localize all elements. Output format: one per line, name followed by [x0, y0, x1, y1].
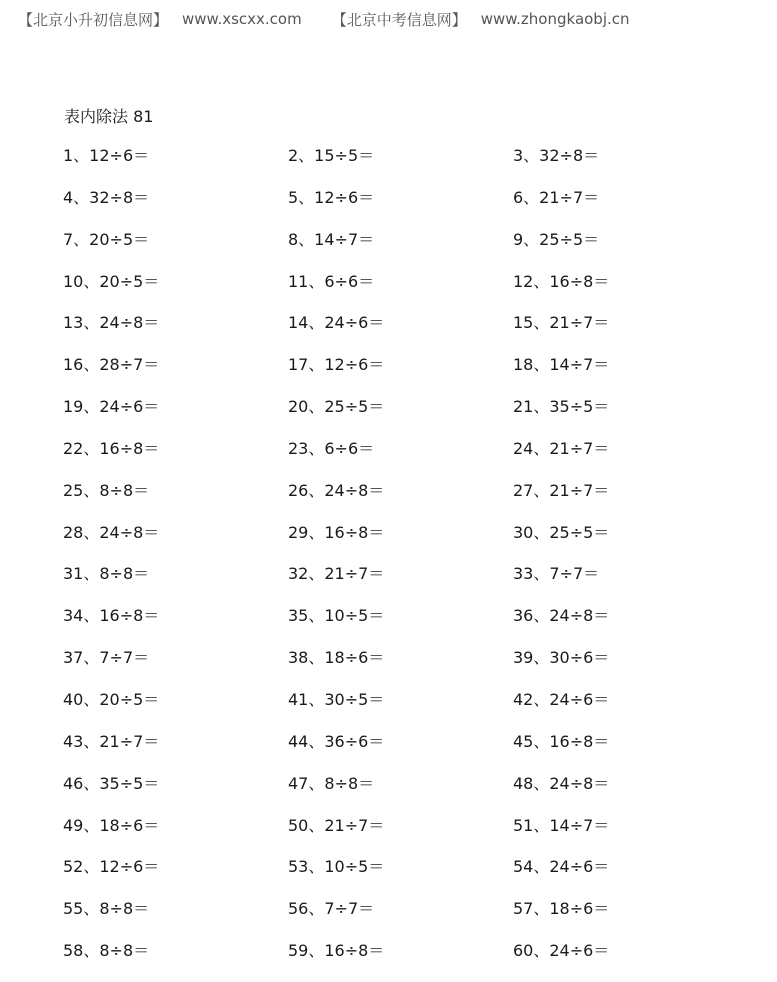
problem-grid: [63, 145, 763, 982]
problem-item: 5、12÷6＝: [288, 187, 375, 207]
problem-item: 11、6÷6＝: [288, 271, 375, 291]
problem-item: 40、20÷5＝: [63, 689, 160, 709]
problem-item: 26、24÷8＝: [288, 480, 385, 500]
problem-item: 59、16÷8＝: [288, 941, 385, 961]
problem-item: 1、12÷6＝: [63, 146, 150, 165]
site1-name: 【北京小升初信息网】: [18, 10, 169, 29]
site2-url[interactable]: www.zhongkaobj.cn: [480, 10, 630, 28]
problem-item: 22、16÷8＝: [63, 438, 160, 458]
worksheet-title: 表内除法 81: [64, 107, 154, 126]
problem-item: 29、16÷8＝: [288, 522, 385, 542]
problem-item: 17、12÷6＝: [288, 355, 385, 375]
problem-item: 9、25÷5＝: [513, 229, 600, 249]
problem-item: 58、8÷8＝: [63, 941, 150, 961]
problem-item: 56、7÷7＝: [288, 899, 375, 919]
problem-item: 35、10÷5＝: [288, 606, 385, 626]
site2-name: 【北京中考信息网】: [331, 10, 467, 29]
problem-item: 16、28÷7＝: [63, 355, 160, 375]
problem-item: 8、14÷7＝: [288, 229, 375, 249]
problem-item: 6、21÷7＝: [513, 187, 600, 207]
problem-item: 21、35÷5＝: [513, 397, 610, 417]
problem-item: 51、14÷7＝: [513, 815, 610, 835]
problem-item: 53、10÷5＝: [288, 857, 385, 877]
problem-item: 43、21÷7＝: [63, 731, 160, 751]
problem-item: 44、36÷6＝: [288, 731, 385, 751]
problem-item: 20、25÷5＝: [288, 397, 385, 417]
problem-item: 57、18÷6＝: [513, 899, 610, 919]
problem-item: 42、24÷6＝: [513, 689, 610, 709]
problem-item: 31、8÷8＝: [63, 564, 150, 584]
problem-item: 54、24÷6＝: [513, 857, 610, 877]
problem-item: 50、21÷7＝: [288, 815, 385, 835]
problem-item: 7、20÷5＝: [63, 229, 150, 249]
problem-item: 41、30÷5＝: [288, 689, 385, 709]
problem-item: 14、24÷6＝: [288, 313, 385, 333]
problem-item: 15、21÷7＝: [513, 313, 610, 333]
problem-item: 18、14÷7＝: [513, 355, 610, 375]
problem-item: 38、18÷6＝: [288, 648, 385, 668]
problem-item: 39、30÷6＝: [513, 648, 610, 668]
problem-item: 46、35÷5＝: [63, 773, 160, 793]
problem-item: 28、24÷8＝: [63, 522, 160, 542]
problem-item: 48、24÷8＝: [513, 773, 610, 793]
problem-item: 13、24÷8＝: [63, 313, 160, 333]
problem-item: 34、16÷8＝: [63, 606, 160, 626]
problem-item: 55、8÷8＝: [63, 899, 150, 919]
problem-item: 24、21÷7＝: [513, 438, 610, 458]
problem-item: 33、7÷7＝: [513, 564, 600, 584]
problem-item: 10、20÷5＝: [63, 271, 160, 291]
page-header: [18, 8, 777, 30]
problem-item: 19、24÷6＝: [63, 397, 160, 417]
problem-item: 3、32÷8＝: [513, 146, 600, 165]
problem-item: 37、7÷7＝: [63, 648, 150, 668]
problem-item: 4、32÷8＝: [63, 187, 150, 207]
problem-item: 30、25÷5＝: [513, 522, 610, 542]
problem-item: 45、16÷8＝: [513, 731, 610, 751]
problem-item: 27、21÷7＝: [513, 480, 610, 500]
problem-item: 25、8÷8＝: [63, 480, 150, 500]
problem-item: 36、24÷8＝: [513, 606, 610, 626]
problem-item: 60、24÷6＝: [513, 941, 610, 961]
site1-url[interactable]: www.xscxx.com: [182, 10, 302, 28]
problem-item: 23、6÷6＝: [288, 438, 375, 458]
problem-item: 32、21÷7＝: [288, 564, 385, 584]
problem-item: 2、15÷5＝: [288, 146, 375, 165]
problem-item: 12、16÷8＝: [513, 271, 610, 291]
problem-item: 47、8÷8＝: [288, 773, 375, 793]
problem-item: 49、18÷6＝: [63, 815, 160, 835]
problem-item: 52、12÷6＝: [63, 857, 160, 877]
